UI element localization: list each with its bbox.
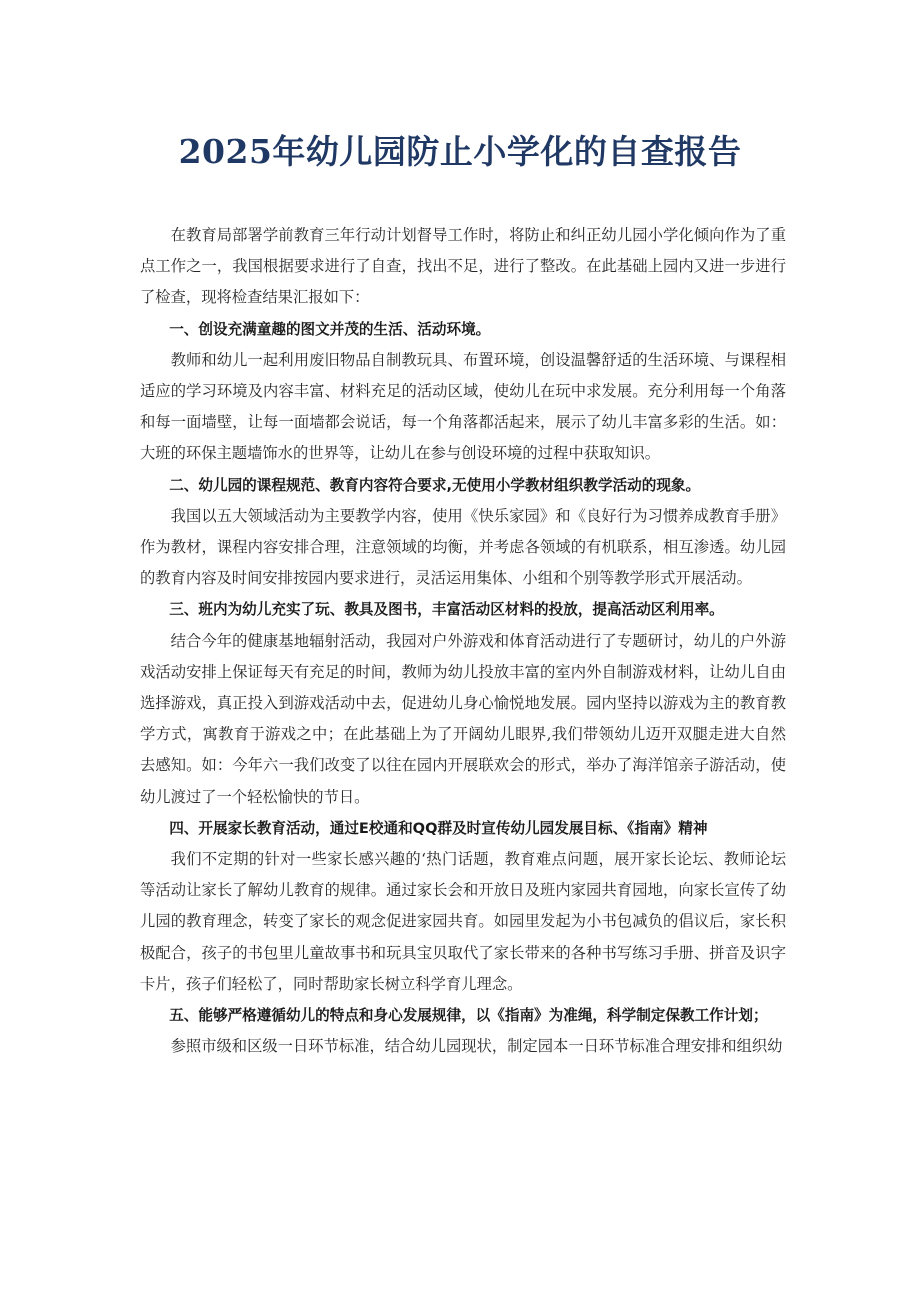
section-4-body: 我们不定期的针对一些家长感兴趣的‘热门话题，教育难点问题，展开家长论坛、教师论坛等活动让家长了解幼儿教育的规律。通过家长会和开放日及班内家园共育园地，向家长宣传了幼儿园的教育理念，转变了家长的观念促进家园共育。如园里发起为小书包减负的倡议后，家长积极配合，孩子的书包里儿童故事书和玩具宝贝取代了家长带来的各种书写练习手册、拼音及识字卡片，孩子们轻松了，同时帮助家长树立科学育儿理念。 <box>140 850 786 993</box>
section-2-body: 我国以五大领域活动为主要教学内容，使用《快乐家园》和《良好行为习惯养成教育手册》作为教材，课程内容安排合理，注意领域的均衡，并考虑各领域的有机联系，相互渗透。幼儿园的教育内容及时间安排按园内要求进行，灵活运用集体、小组和个别等教学形式开展活动。 <box>140 506 786 588</box>
section-1-heading: 一、创设充满童趣的图文并茂的生活、活动环境。 <box>169 320 491 338</box>
section-3-heading: 三、班内为幼儿充实了玩、教具及图书，丰富活动区材料的投放，提高活动区利用率。 <box>169 601 724 619</box>
intro-paragraph: 在教育局部署学前教育三年行动计划督导工作时，将防止和纠正幼儿园小学化倾向作为了重点工作之一，我国根据要求进行了自查，找出不足，进行了整改。在此基础上园内又进一步进行了检查，现将检查结果汇报如下： <box>140 226 786 307</box>
section-3-body: 结合今年的健康基地辐射活动，我园对户外游戏和体育活动进行了专题研讨，幼儿的户外游戏活动安排上保证每天有充足的时间，教师为幼儿投放丰富的室内外自制游戏材料，让幼儿自由选择游戏，真正投入到游戏活动中去，促进幼儿身心愉悦地发展。园内坚持以游戏为主的教育教学方式，寓教育于游戏之中；在此基础上为了开阔幼儿眼界,我们带领幼儿迈开双腿走进大自然去感知。如：今年六一我们改变了以往在园内开展联欢会的形式，举办了海洋馆亲子游活动，使幼儿渡过了一个轻松愉快的节日。 <box>140 631 786 806</box>
document-body <box>140 220 786 1062</box>
document-title: 2025年幼儿园防止小学化的自查报告 <box>178 132 742 171</box>
section-2-heading: 二、幼儿园的课程规范、教育内容符合要求,无使用小学教材组织教学活动的现象。 <box>169 476 701 494</box>
section-5-heading: 五、能够严格遵循幼儿的特点和身心发展规律，以《指南》为准绳，科学制定保教工作计划； <box>169 1007 768 1025</box>
section-4-heading: 四、开展家长教育活动，通过E校通和QQ群及时宣传幼儿园发展目标、《指南》精神 <box>169 819 708 837</box>
section-5-body: 参照市级和区级一日环节标准，结合幼儿园现状，制定园本一日环节标准合理安排和组织幼 <box>170 1037 783 1056</box>
section-1-body: 教师和幼儿一起利用废旧物品自制教玩具、布置环境，创设温馨舒适的生活环境、与课程相适应的学习环境及内容丰富、材料充足的活动区域，使幼儿在玩中求发展。充分利用每一个角落和每一面墙壁，让每一面墙都会说话，每一个角落都活起来，展示了幼儿丰富多彩的生活。如：大班的环保主题墙饰水的世界等，让幼儿在参与创设环境的过程中获取知识。 <box>140 350 786 463</box>
